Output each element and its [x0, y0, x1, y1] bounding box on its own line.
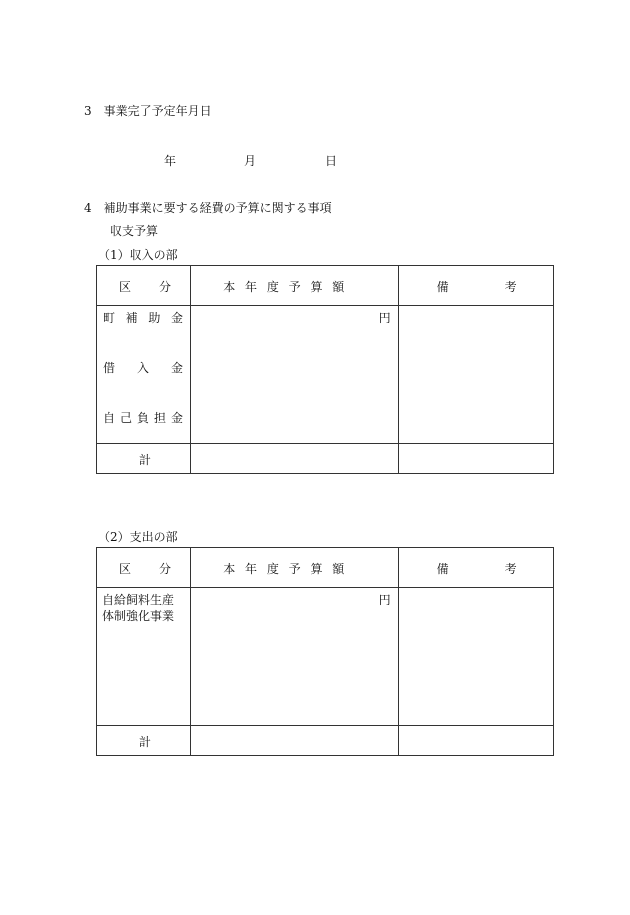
expense-total-budget	[191, 726, 398, 756]
header-budget-label: 本 年 度 予 算 額	[223, 280, 348, 294]
expense-total-remarks	[398, 726, 553, 756]
expense-total-row	[97, 726, 554, 756]
expense-yen-unit: 円	[378, 593, 391, 607]
header-budget	[191, 266, 398, 306]
income-header-row	[97, 266, 554, 306]
income-total-row	[97, 444, 554, 474]
income-budget-cell	[191, 306, 398, 444]
header-remarks-a: 備	[436, 280, 449, 294]
income-total-label: 計	[139, 453, 152, 467]
income-yen-unit: 円	[378, 311, 391, 325]
expense-total-label: 計	[139, 735, 152, 749]
header-category-a: 区	[119, 562, 132, 576]
section-4-subheading: 収支予算	[110, 224, 159, 238]
income-total-remarks	[398, 444, 553, 474]
expense-total-label-cell	[97, 726, 191, 756]
expense-table	[96, 547, 554, 756]
income-row-town-subsidy: 町 補 助 金	[103, 311, 183, 325]
header-remarks	[398, 266, 553, 306]
expense-remarks-cell	[398, 588, 553, 726]
header-remarks-a: 備	[436, 562, 449, 576]
date-year-label: 年	[164, 154, 177, 168]
expense-header-row	[97, 548, 554, 588]
income-title: （1）収入の部	[98, 248, 178, 262]
expense-row-line2: 体制強化事業	[102, 609, 175, 623]
income-row-borrowing: 借 入 金	[103, 361, 183, 375]
header-budget-label: 本 年 度 予 算 額	[223, 562, 348, 576]
header-category-b: 分	[159, 280, 172, 294]
expense-budget-cell	[191, 588, 398, 726]
income-total-label-cell	[97, 444, 191, 474]
income-table	[96, 265, 554, 474]
income-categories	[97, 306, 191, 444]
expense-body-row	[97, 588, 554, 726]
expense-title: （2）支出の部	[98, 530, 178, 544]
income-body-row	[97, 306, 554, 444]
section-3-heading: 3 事業完了予定年月日	[84, 104, 212, 118]
header-remarks-b: 考	[504, 280, 517, 294]
header-category-a: 区	[119, 280, 132, 294]
date-month-label: 月	[244, 154, 257, 168]
header-category	[97, 548, 191, 588]
income-remarks-cell	[398, 306, 553, 444]
expense-row-line1: 自給飼料生産	[102, 593, 175, 607]
header-budget	[191, 548, 398, 588]
section-4-heading: 4 補助事業に要する経費の予算に関する事項	[84, 201, 332, 215]
header-remarks-b: 考	[504, 562, 517, 576]
income-row-self-funding: 自 己 負 担 金	[103, 411, 183, 425]
header-category-b: 分	[159, 562, 172, 576]
header-remarks	[398, 548, 553, 588]
income-total-budget	[191, 444, 398, 474]
date-day-label: 日	[325, 154, 338, 168]
expense-categories	[97, 588, 191, 726]
header-category	[97, 266, 191, 306]
